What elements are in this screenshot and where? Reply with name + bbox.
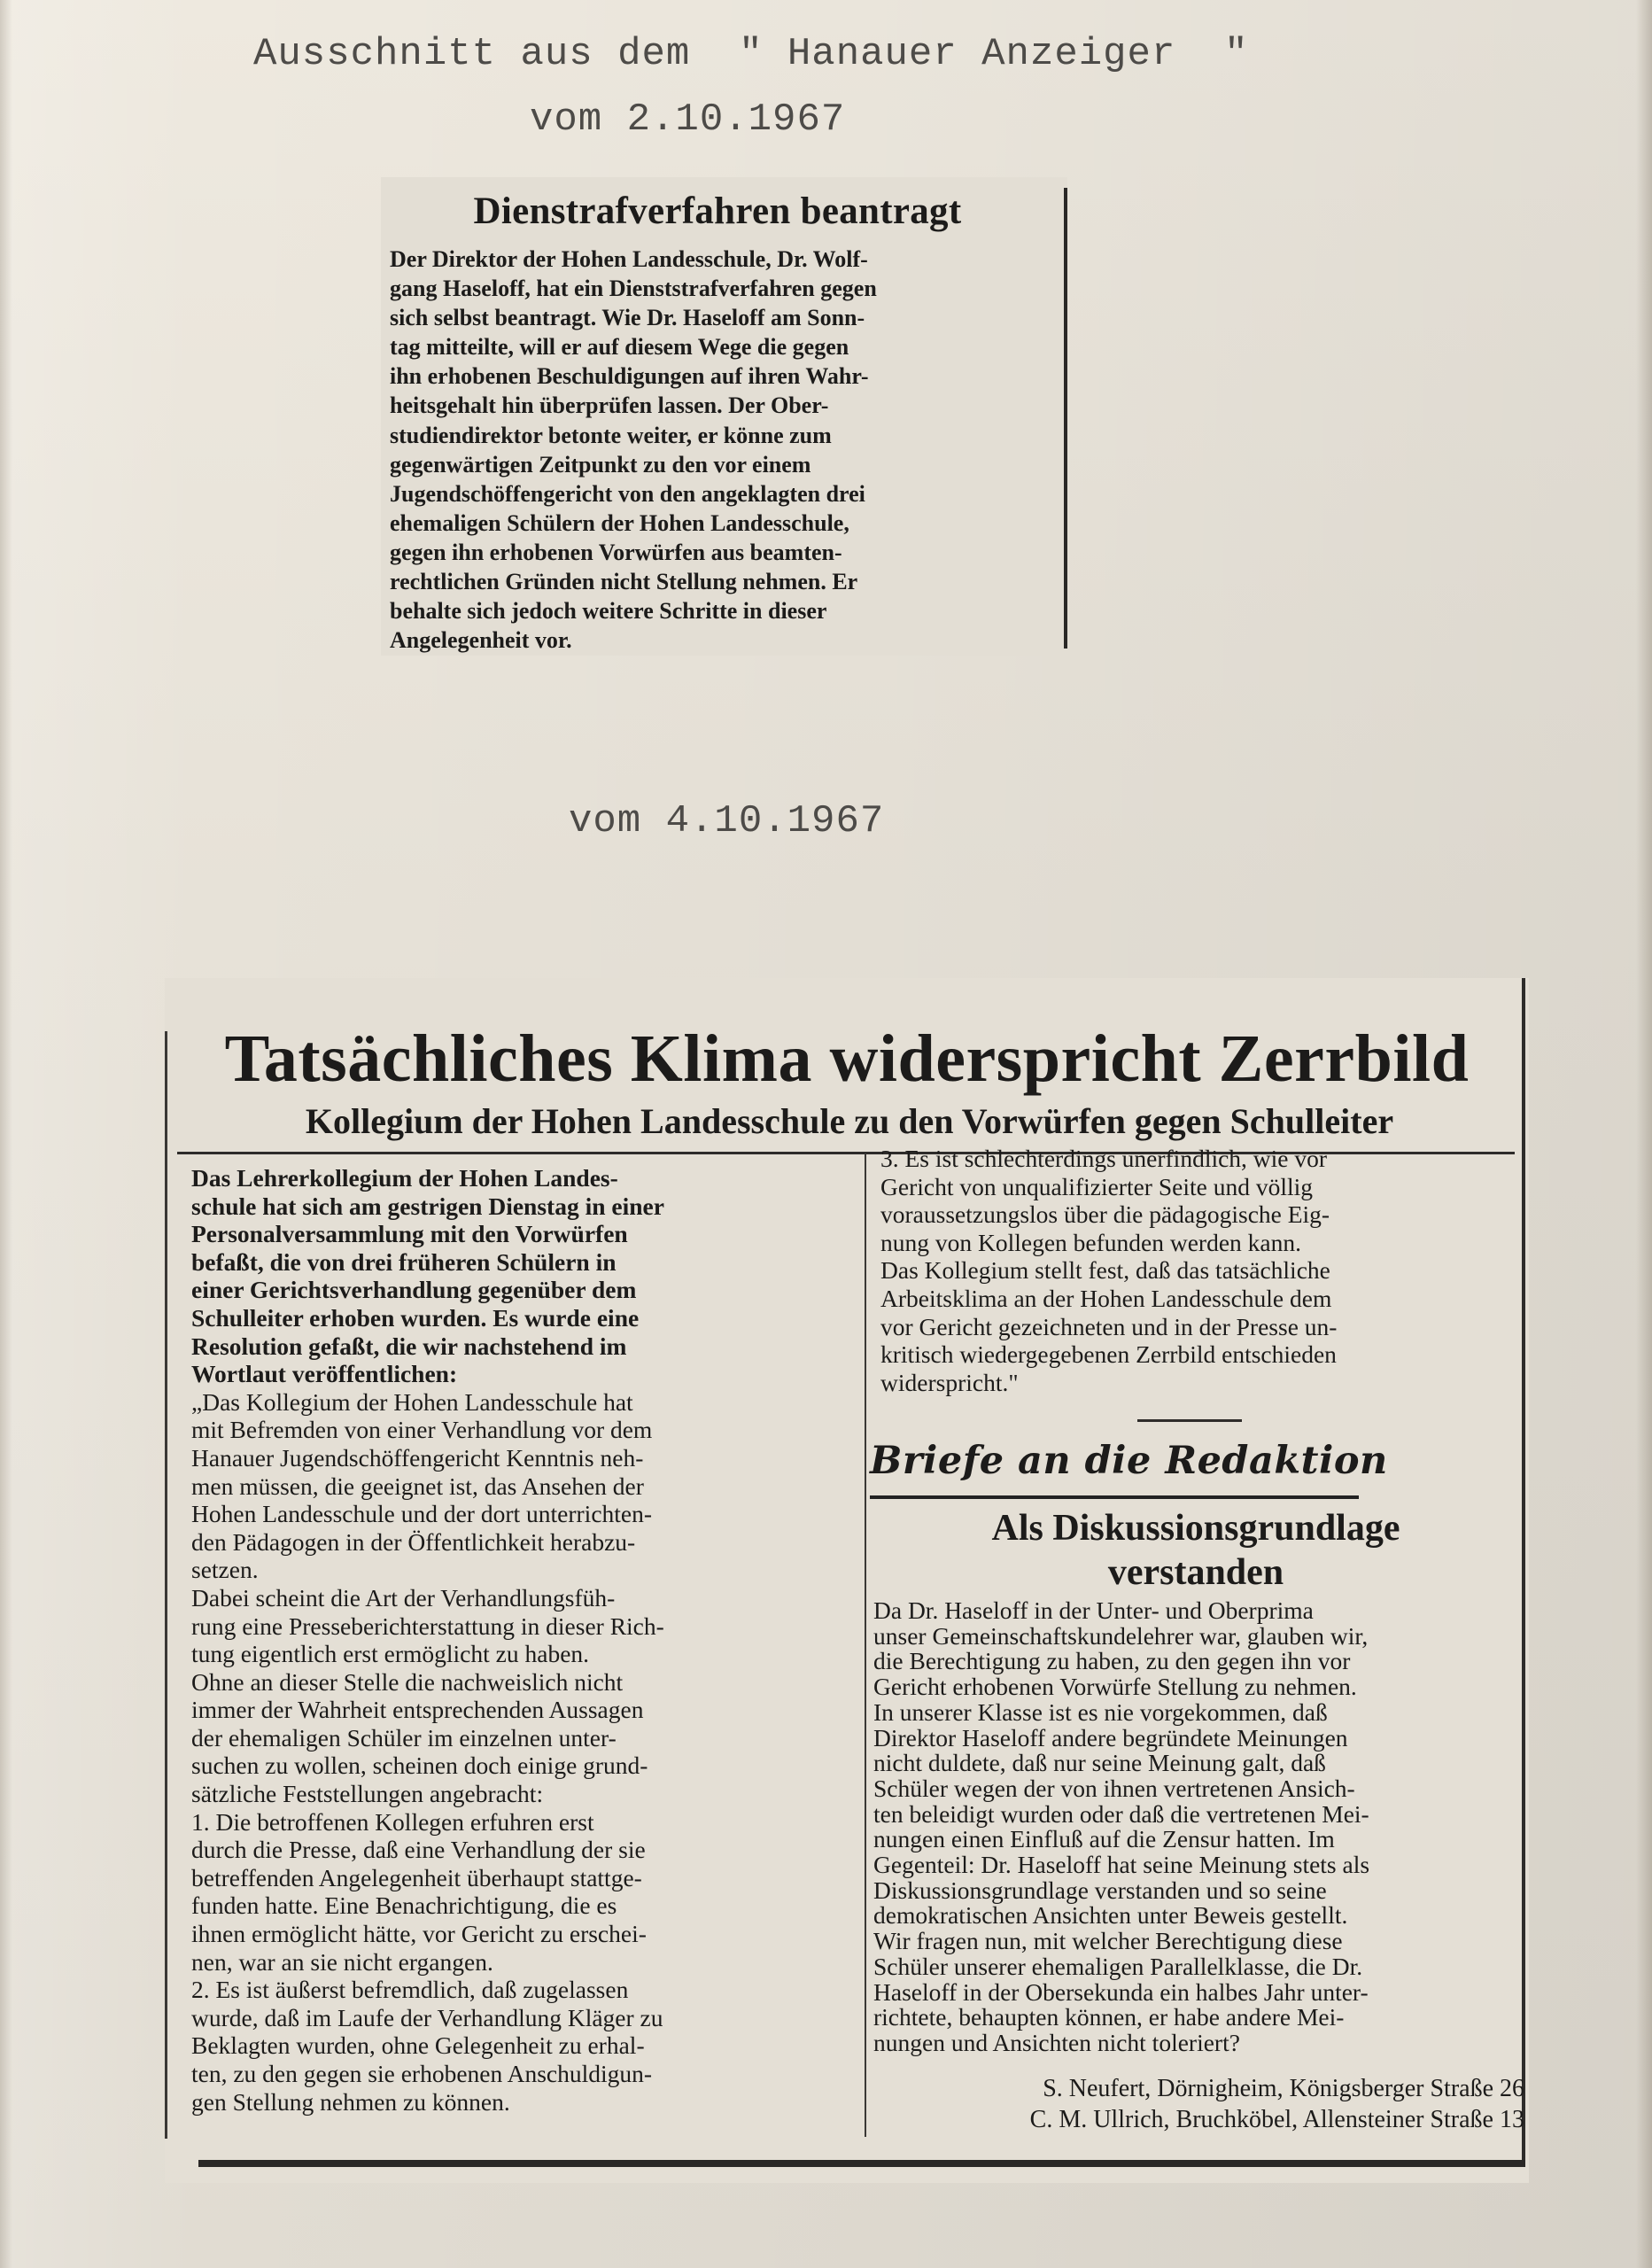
text-line: rechtlichen Gründen nicht Stellung nehmen. Er: [390, 569, 858, 595]
date-note-1: vom 2.10.1967: [530, 97, 846, 142]
text-line: Haseloff in der Obersekunda ein halbes Jahr unter-: [873, 1977, 1369, 2006]
text-line: Angelegenheit vor.: [390, 627, 572, 654]
text-line: demokratischen Ansichten unter Beweis gestellt.: [873, 1901, 1348, 1930]
letter-signatures: [913, 2073, 1524, 2135]
text-line: nen, war an sie nicht ergangen.: [191, 1947, 493, 1976]
page-shadow-right: [1636, 0, 1652, 2268]
text-line: betreffenden Angelegenheit überhaupt stattge-: [191, 1863, 642, 1891]
rubric-underline: [870, 1495, 1359, 1499]
text-line: Beklagten wurden, ohne Gelegenheit zu erhal-: [191, 2031, 645, 2060]
text-line: sich selbst beantragt. Wie Dr. Haseloff am Sonn-: [390, 305, 865, 331]
text-line: Dabei scheint die Art der Verhandlungsfüh-: [191, 1583, 616, 1612]
text-line: ten beleidigt wurden oder daß die vertretenen Mei-: [873, 1799, 1369, 1828]
source-note: Ausschnitt aus dem " Hanauer Anzeiger ": [253, 32, 1249, 76]
text-line: vor Gericht gezeichneten und in der Presse un-: [880, 1312, 1338, 1340]
text-line: voraussetzungslos über die pädagogische Eig-: [880, 1200, 1330, 1229]
column-rule: [1064, 188, 1067, 649]
clipping-border-left: [165, 1031, 167, 2139]
text-line: Der Direktor der Hohen Landesschule, Dr. Wolf-: [390, 246, 868, 272]
text-line: behalte sich jedoch weitere Schritte in dieser: [390, 598, 827, 625]
text-line: 1. Die betroffenen Kollegen erfuhren erst: [191, 1807, 594, 1836]
text-line: Gericht von unqualifizierter Seite und völlig: [880, 1172, 1313, 1200]
text-line: setzen.: [191, 1556, 259, 1584]
text-line: tag mitteilte, will er auf diesem Wege die gegen: [390, 334, 849, 361]
text-line: studiendirektor betonte weiter, er könne zum: [390, 422, 832, 448]
text-line: Das Kollegium stellt fest, daß das tatsächliche: [880, 1256, 1330, 1285]
text-line: immer der Wahrheit entsprechenden Aussagen: [191, 1696, 644, 1724]
text-line: richtete, behaupten können, er habe andere Mei-: [873, 2003, 1345, 2031]
text-line: nungen und Ansichten nicht toleriert?: [873, 2028, 1240, 2056]
text-line: ihn erhobenen Beschuldigungen auf ihren Wahr-: [390, 363, 869, 390]
intro-line: schule hat sich am gestrigen Dienstag in einer: [191, 1192, 664, 1220]
text-line: Hohen Landesschule und der dort unterrichten-: [191, 1500, 653, 1528]
letters-rubric: Briefe an die Redaktion: [870, 1439, 1388, 1483]
right-column: [880, 1145, 1511, 1396]
text-line: ihnen ermöglicht hätte, vor Gericht zu erschei-: [191, 1920, 647, 1948]
text-line: Jugendschöffengericht von den angeklagten drei: [390, 480, 865, 507]
text-line: gen Stellung nehmen zu können.: [191, 2087, 510, 2116]
date-note-2: vom 4.10.1967: [569, 799, 885, 843]
text-line: Gegenteil: Dr. Haseloff hat seine Meinung stets als: [873, 1851, 1370, 1879]
text-line: tung eigentlich erst ermöglicht zu haben.: [191, 1640, 590, 1668]
text-line: kritisch wiedergegebenen Zerrbild entschieden: [880, 1340, 1337, 1369]
clipping-border-right: [1522, 978, 1525, 2162]
letter-headline-line: verstanden: [1107, 1552, 1284, 1593]
intro-line: Das Lehrerkollegium der Hohen Landes-: [191, 1164, 618, 1192]
text-line: rung eine Presseberichterstattung in dieser Rich-: [191, 1612, 664, 1640]
intro-line: befaßt, die von drei früheren Schülern in: [191, 1247, 617, 1276]
text-line: ten, zu den gegen sie erhobenen Anschuldigun-: [191, 2060, 653, 2087]
clipping-klima-zerrbild: [165, 978, 1529, 2183]
text-line: Diskussionsgrundlage verstanden und so seine: [873, 1876, 1327, 1904]
letter-headline: [880, 1506, 1511, 1595]
text-line: gegenwärtigen Zeitpunkt zu den vor einem: [390, 451, 811, 478]
text-line: men müssen, die geeignet ist, das Ansehen der: [191, 1472, 644, 1500]
signature-line: C. M. Ullrich, Bruchköbel, Allensteiner Straße 13: [1029, 2106, 1524, 2133]
text-line: Schüler wegen der von ihnen vertretenen Ansich-: [873, 1774, 1355, 1802]
text-line: „Das Kollegium der Hohen Landesschule hat: [191, 1387, 633, 1416]
text-line: durch die Presse, daß eine Verhandlung der sie: [191, 1836, 646, 1864]
letter-body: [873, 1598, 1511, 2056]
clipping-border-bottom: [198, 2160, 1525, 2167]
clipping1-body: [390, 245, 1047, 655]
text-line: wurde, daß im Laufe der Verhandlung Kläger zu: [191, 2003, 663, 2031]
text-line: 3. Es ist schlechterdings unerfindlich, wie vor: [880, 1145, 1328, 1172]
clipping2-headline: Tatsächliches Klima widerspricht Zerrbild: [224, 1021, 1470, 1096]
intro-line: Personalversammlung mit den Vorwürfen: [191, 1220, 628, 1248]
text-line: den Pädagogen in der Öffentlichkeit herabzu-: [191, 1527, 636, 1556]
text-line: unser Gemeinschaftskundelehrer war, glauben wir,: [873, 1621, 1369, 1650]
text-line: sätzliche Feststellungen angebracht:: [191, 1780, 544, 1808]
text-line: gegen ihn erhobenen Vorwürfen aus beamten-: [390, 539, 842, 565]
text-line: nungen einen Einfluß auf die Zensur hatten. Im: [873, 1825, 1335, 1853]
text-line: nung von Kollegen befunden werden kann.: [880, 1228, 1302, 1256]
text-line: heitsgehalt hin überprüfen lassen. Der Ober-: [390, 392, 829, 419]
text-line: Arbeitsklima an der Hohen Landesschule dem: [880, 1284, 1332, 1312]
left-column: [191, 1164, 851, 2116]
section-separator: [1137, 1419, 1242, 1422]
clipping2-subheadline: Kollegium der Hohen Landesschule zu den Vorwürfen gegen Schulleiter: [305, 1101, 1394, 1141]
text-line: gang Haseloff, hat ein Dienststrafverfahren gegen: [390, 276, 877, 302]
text-line: der ehemaligen Schüler im einzelnen unter-: [191, 1723, 617, 1751]
intro-line: Wortlaut veröffentlichen:: [191, 1360, 458, 1388]
text-line: funden hatte. Eine Benachrichtigung, die es: [191, 1891, 617, 1920]
text-line: Gericht erhobenen Vorwürfe Stellung zu nehmen.: [873, 1673, 1357, 1701]
text-line: widerspricht.": [880, 1368, 1019, 1396]
intro-line: Resolution gefaßt, die wir nachstehend im: [191, 1332, 627, 1360]
text-line: suchen zu wollen, scheinen doch einige grund-: [191, 1751, 648, 1780]
column-divider: [865, 1153, 866, 2137]
text-line: ehemaligen Schülern der Hohen Landesschule,: [390, 509, 849, 536]
text-line: 2. Es ist äußerst befremdlich, daß zugelassen: [191, 1976, 629, 2004]
text-line: In unserer Klasse ist es nie vorgekommen, daß: [873, 1697, 1328, 1726]
text-line: mit Befremden von einer Verhandlung vor dem: [191, 1416, 653, 1444]
clipping1-headline: Dienstrafverfahren beantragt: [473, 190, 962, 232]
page-shadow-left: [0, 0, 12, 2268]
text-line: Hanauer Jugendschöffengericht Kenntnis neh-: [191, 1443, 644, 1472]
text-line: Ohne an dieser Stelle die nachweislich nicht: [191, 1667, 624, 1696]
signature-line: S. Neufert, Dörnigheim, Königsberger Straße 26: [1043, 2075, 1524, 2102]
text-line: Direktor Haseloff andere begründete Meinungen: [873, 1723, 1348, 1751]
intro-line: Schulleiter erhoben wurden. Es wurde eine: [191, 1303, 640, 1332]
text-line: Wir fragen nun, mit welcher Berechtigung diese: [873, 1927, 1343, 1955]
intro-line: einer Gerichtsverhandlung gegenüber dem: [191, 1276, 637, 1304]
text-line: nicht duldete, daß nur seine Meinung galt, daß: [873, 1749, 1326, 1777]
text-line: Schüler unserer ehemaligen Parallelklasse, die Dr.: [873, 1952, 1363, 1980]
text-line: die Berechtigung zu haben, zu den gegen ihn vor: [873, 1647, 1351, 1675]
letter-headline-line: Als Diskussionsgrundlage: [991, 1508, 1400, 1549]
text-line: Da Dr. Haseloff in der Unter- und Oberprima: [873, 1596, 1314, 1624]
clipping-dienststrafverfahren: [381, 177, 1067, 656]
